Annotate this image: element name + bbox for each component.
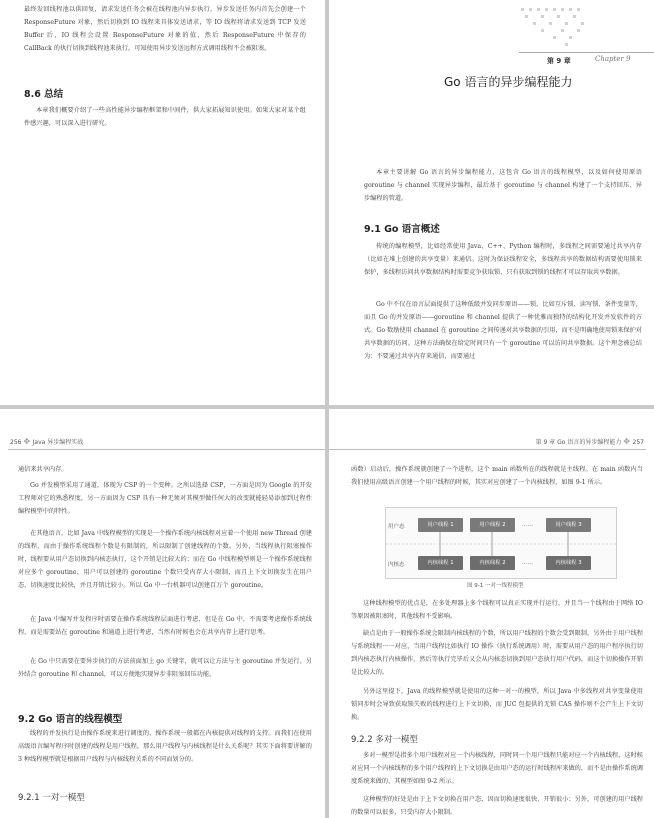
chapter-rule — [519, 52, 654, 53]
advantage-paragraph: 这种线程模型的优点是，在多处理器上多个线程可以真正实现并行运行，并且当一个线程由于网络 IO 等原因被阻塞时，其他线程不受影响。 — [351, 600, 643, 620]
chapter-pattern-decoration — [519, 6, 589, 48]
user-thread-2: 用户线程 2 — [470, 518, 515, 532]
page-number: 256 — [10, 439, 22, 446]
user-space-label: 用户态 — [388, 524, 405, 530]
page-number: 257 — [632, 439, 644, 446]
section-9-1-paragraph-1: 传统的编程模型，比如经常使用 Java、C++、Python 编程时，多线程之间需要通过共享内存（比如在堆上创建的共享变量）来通信。这时为保证线程安全，多线程共享的数据结构需要使用锁来保护，多线程访问共享数据结构时需要竞争获取锁，只有获取到锁的线程才可以存取共享数据。 — [364, 243, 642, 276]
gear-icon: ✥ — [23, 437, 33, 446]
kernel-thread-1: 内核线程 1 — [418, 556, 463, 570]
header-rule — [329, 449, 646, 450]
chapter-intro-paragraph: 本章主要讲解 Go 语言的异步编程能力，这包含 Go 语言的线程模型，以及如何使用原语 goroutine 与 channel 实现异步编程，最后基于 goroutine 与 channel 构建了一个支持回压、异步编程的管道。 — [364, 169, 642, 202]
java-model-paragraph: 另外这里提下，Java 的线程模型就是使用的这种一对一的模型，所以 Java 中多线程对共享变量使用锁同步时会导致获取锁失败的线程进行上下文切换，而 JUC 包提供的无锁 CAS 操作则不会产生上下文切换。 — [351, 688, 643, 721]
header-rule — [8, 449, 325, 450]
intro-paragraph: 最终发回线程池以供回复，请求发送任务会被在线程池内异步执行，异步发送任务内首先会创建一个 ResponseFuture 对象，然后切换到 IO 线程来具体发送请求，等 IO 线程将请求发送到 TCP 发送 Buffer 后，IO 线程会设置 ResponseFuture 对象的值，然后 ResponseFuture 中保存的 CallBack 的执行切换到线程池来执行，可知使用异步发送远程方式调用线程不会被阻塞。 — [24, 6, 306, 52]
section-paragraph-4: 在 Go 中只需要在要异步执行的方法前面加上 go 关键字，就可以让方法与主 goroutine 并发运行。另外结合 goroutine 和 channel，可以方便地实现异步非阻塞回压功能。 — [18, 658, 312, 678]
page-header — [536, 437, 644, 446]
gear-icon: ✥ — [623, 437, 633, 446]
section-paragraph-1: Go 并发模型采用了通道，体现为 CSP 的一个变种。之所以选择 CSP，一方面是因为 Google 的开发工程师对它的熟悉程度，另一方面因为 CSP 具有一种无须对其模型做任何大的改变就能轻易添加到过程性编程模型中的特性。 — [18, 482, 312, 515]
section-9-2-paragraph: 线程的并发执行是由操作系统来进行调度的，操作系统一般都在内核提供对线程的支持。而我们在使用高级语言编写程序时创建的线程是用户线程，那么用户线程与内核线程是什么关系呢？其实下面将要讲解的 3 种线程模型就是根据用户线程与内核线程关系的不同而划分的。 — [18, 730, 312, 763]
section-9-1-paragraph-2: Go 中不仅在语言层面提供了这种低级并发同步原语——锁，比如互斥锁、读写锁、条件变量等，而且 Go 的并发原语——goroutine 和 channel 提供了一种优雅而独特的结构化开发并发软件的方式。Go 数励使用 channel 在 goroutine 之间传递对共享数据的引用，而不是明确地使用锁来保护对共享数据的访问。这种方法确保在给定时间只有一个 goroutine 可以访问共享数据。这个理念被总结为：不要通过共享内存来通信，而要通过 — [364, 301, 642, 360]
user-ellipsis: …… — [522, 522, 533, 528]
subsection-heading-9-2-2: 9.2.2 多对一模型 — [351, 735, 418, 745]
kernel-thread-2: 内核线程 2 — [470, 556, 515, 570]
figure-caption: 图 9-1 一对一线程模型 — [467, 583, 524, 589]
summary-paragraph: 本章我们概要介绍了一些高性能异步编程框架和中间件，供大家拓展知识使用。如果大家对某个组件感兴趣，可以深入进行研究。 — [24, 107, 306, 127]
kernel-ellipsis: …… — [522, 560, 533, 566]
continuation-line: 通信来共享内存。 — [18, 466, 68, 473]
section-heading-9-1: 9.1 Go 语言概述 — [364, 224, 440, 235]
kernel-space-label: 内核态 — [388, 562, 405, 568]
chapter-number-label: 第 9 章 — [547, 57, 571, 65]
book-page-top-left — [0, 0, 325, 405]
chapter-title: Go 语言的异步编程能力 — [444, 75, 573, 89]
many-to-one-advantage-paragraph: 这种模型的好处是由于上下文切换在用户态，因而切换速度很快，开销很小；另外，可创建的用户线程的数量可以很多，只受内存大小限制。 — [351, 796, 643, 816]
subsection-heading-9-2-1: 9.2.1 一对一模型 — [18, 793, 85, 803]
page-header — [10, 437, 83, 446]
section-heading-9-2: 9.2 Go 语言的线程模型 — [18, 714, 123, 725]
book-page-257 — [329, 409, 654, 818]
kernel-thread-3: 内核线程 3 — [546, 556, 591, 570]
user-thread-3: 用户线程 3 — [546, 518, 591, 532]
continuation-paragraph: 函数）启动后，操作系统就创建了一个进程，这个 main 函数所在的线程就是主线程。在 main 函数内当我们使用高级语言创建一个用户线程的时候，其实对应创建了一个内核线程，如图 9-1 所示。 — [351, 466, 643, 486]
running-title: 第 9 章 Go 语言的异步编程能力 — [535, 439, 622, 446]
figure-9-1-one-to-one-model — [385, 507, 617, 579]
disadvantage-paragraph: 缺点是由于一般操作系统会限制内核线程的个数，所以用户线程的个数会受到限制。另外由于用户线程与系统线程一一对应，当用户线程比如执行 IO 操作（执行系统调用）时，需要从用户态的用户程序执行切到内核态执行内核操作，然后等执行完毕后又会从内核态切换到用户态执行用户代码，而这个切换操作开销是比较大的。 — [351, 630, 643, 676]
many-to-one-paragraph: 多对一模型是指多个用户线程对应一个内核线程，同时同一个用户线程只能对应一个内核线程，这时候对应同一个内核线程的多个用户线程的上下文切换是由用户态的运行时线程库来做的，而不是由操作系统调度系统来做的，其模型如图 9-2 所示。 — [351, 752, 643, 785]
running-title: Java 异步编程实战 — [32, 439, 84, 446]
chapter-script-label: Chapter 9 — [595, 55, 631, 63]
section-heading-8-6: 8.6 总结 — [24, 89, 64, 100]
book-page-256 — [0, 409, 325, 818]
book-page-top-right — [329, 0, 654, 405]
section-paragraph-2: 在其他语言，比如 Java 中线程模型的实现是一个操作系统内核线程对应着一个使用 new Thread 创建的线程，而由于操作系统线程个数是有限制的，所以限制了创建线程的个数。另外，当线程执行阻塞操作时，线程要从用户态切换到内核态执行，这个开销是比较大的；而在 Go 中线程模型则是一个操作系统线程对应多个 goroutine，用户可以创建的 goroutine 个数只受内存大小限制，而且上下文切换发生在用户态，切换速度比较快，并且开销比较小。所以 Go 中一台机器可以创建百万个 goroutine。 — [18, 530, 312, 589]
user-thread-1: 用户线程 1 — [418, 518, 463, 532]
section-paragraph-3: 在 Java 中编写并发程序时需要在操作系统线程层面进行考虑，但是在 Go 中，不需要考虑操作系统线程，而是需要站在 goroutine 和通道上进行考虑，当然有时候也会在共享内存上进行思考。 — [18, 616, 312, 636]
